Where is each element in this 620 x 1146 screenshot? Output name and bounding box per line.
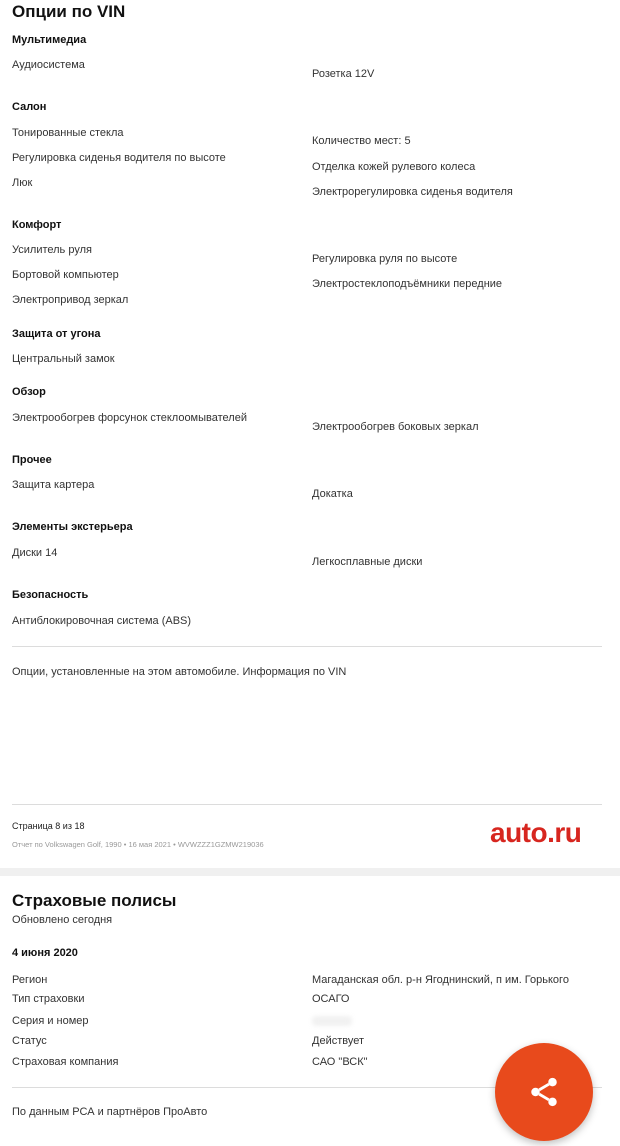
option-item: Бортовой компьютер (12, 269, 119, 281)
divider (12, 804, 602, 805)
page-number: Страница 8 из 18 (12, 821, 85, 831)
share-button[interactable] (495, 1043, 593, 1141)
option-item: Легкосплавные диски (312, 556, 423, 568)
brand-logo: auto.ru (490, 817, 582, 848)
option-item: Регулировка сиденья водителя по высоте (12, 152, 226, 164)
option-item: Докатка (312, 488, 353, 500)
section-title: Комфорт (12, 219, 62, 231)
option-item: Тонированные стекла (12, 127, 124, 139)
option-item: Электропривод зеркал (12, 294, 129, 306)
options-note: Опции, установленные на этом автомобиле. Информация по VIN (12, 666, 347, 678)
option-item: Центральный замок (12, 353, 115, 365)
row-value: Действует (312, 1035, 365, 1047)
share-icon (527, 1075, 561, 1109)
section-title: Мультимедиа (12, 34, 87, 46)
option-item: Электрообогрев форсунок стеклоомывателей (12, 412, 247, 424)
section-title: Безопасность (12, 589, 89, 601)
updated-text: Обновлено сегодня (12, 914, 113, 926)
option-item: Регулировка руля по высоте (312, 253, 458, 265)
insurance-title: Страховые полисы (12, 891, 177, 910)
row-value: ОСАГО (312, 993, 350, 1005)
option-item: Электрорегулировка сиденья водителя (312, 186, 513, 198)
row-label: Страховая компания (12, 1056, 119, 1068)
option-item: Защита картера (12, 479, 95, 491)
row-label: Регион (12, 974, 48, 986)
report-info: Отчет по Volkswagen Golf, 1990 • 16 мая 2021 • WVWZZZ1GZMW219036 (12, 840, 264, 849)
row-value: САО "ВСК" (312, 1056, 368, 1068)
option-item: Усилитель руля (12, 244, 92, 256)
option-item: Диски 14 (12, 547, 58, 559)
option-item: Аудиосистема (12, 59, 85, 71)
source-note: По данным РСА и партнёров ПроАвто (12, 1106, 208, 1118)
option-item: Розетка 12V (312, 68, 375, 80)
row-value: Магаданская обл. р-н Ягоднинский, п им. Горького (312, 974, 569, 986)
page-gap (0, 868, 620, 876)
redacted-number (312, 1016, 352, 1026)
row-label: Тип страховки (12, 993, 85, 1005)
option-item: Люк (12, 177, 33, 189)
section-title: Салон (12, 101, 47, 113)
divider (12, 646, 602, 647)
section-title: Обзор (12, 386, 46, 398)
page-title: Опции по VIN (12, 2, 126, 21)
section-title: Элементы экстерьера (12, 521, 133, 533)
row-label: Статус (12, 1035, 47, 1047)
option-item: Отделка кожей рулевого колеса (312, 161, 476, 173)
section-title: Защита от угона (12, 328, 101, 340)
section-title: Прочее (12, 454, 52, 466)
row-label: Серия и номер (12, 1015, 89, 1027)
option-item: Количество мест: 5 (312, 135, 411, 147)
option-item: Электрообогрев боковых зеркал (312, 421, 479, 433)
option-item: Антиблокировочная система (ABS) (12, 615, 192, 627)
option-item: Электростеклоподъёмники передние (312, 278, 503, 290)
policy-date: 4 июня 2020 (12, 947, 78, 959)
